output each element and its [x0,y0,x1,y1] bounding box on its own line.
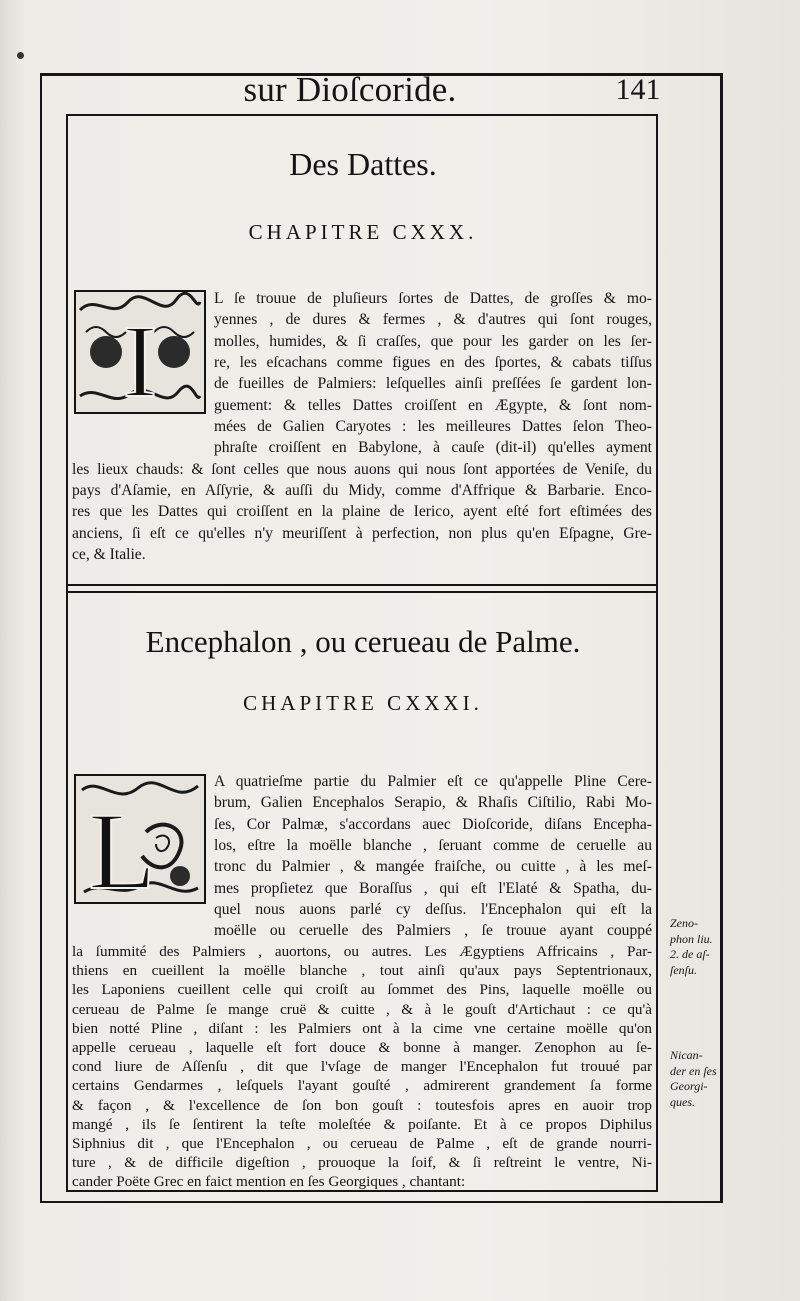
margin-note-line: der en ſes [670,1063,717,1078]
paragraph-line: tronc du Palmier , & mangée fraiſche, ou cuitte , à les meſ- [214,858,652,875]
outer-frame-bottom [40,1201,723,1203]
running-header: sur Dioſcoride. [243,70,457,109]
paragraph-line: A quatrieſme partie du Palmier eſt ce qu'appelle Pline Cere- [214,773,652,790]
margin-note-line: Zeno- [670,916,698,930]
paragraph-line: yennes , de dures & fermes , & d'autres qui ſont rouges, [214,311,652,328]
paragraph-line: la ſummité des Palmiers , auortons, ou autres. Les Ægyptiens Affricains , Par- [72,943,652,960]
margin-note-line: ſenſu. [670,962,697,977]
paragraph-line: mées de Galien Caryotes : les meilleures Dattes ſelon Theo- [214,418,652,435]
paragraph-line: los, eſtre la moëlle blanche , ſeruant comme de ceruelle au [214,837,652,854]
paragraph-line: L ſe trouue de pluſieurs ſortes de Dattes, de groſſes & mo- [214,290,652,307]
decorated-initial-i [74,290,206,414]
paragraph-line: les lieux chauds: & ſont celles que nous auons qui nous ſont apportées de Veniſe, du [72,461,652,478]
paragraph-line: mes propſietez que Boraſſus , qui eſt l'Elaté & Spatha, du- [214,880,652,897]
paragraph-line: appelle cerueau , laquelle eſt fort douce & bonne à manger. Zenophon au ſe- [72,1039,652,1056]
ink-speck [17,52,24,59]
section-title: Des Dattes. [289,146,437,182]
section-title: Encephalon , ou cerueau de Palme. [145,624,581,659]
paragraph-line: cond liure de Aſſenſu , dit que l'vſage de manger l'Encephalon fut trouué par [72,1058,652,1076]
chapter-heading: CHAPITRE CXXXI. [243,691,483,715]
paragraph-line: ce, & Italie. [72,546,146,563]
page-number: 141 [615,73,661,106]
paragraph-line: de fueilles de Palmiers: leſquelles ainſi preſſées ſe gardent lon- [214,375,652,392]
paragraph-line: mangé , ils ſe ſentirent la teſte moleſtée & poiſante. Et à ce propos Diphilus [72,1115,652,1133]
decorated-initial-l-graphic [76,776,204,902]
paragraph-line: res que les Dattes qui croiſſent en la plaine de Ierico, ayent eſté fort eſtimées des [72,503,652,520]
paragraph-line: quel nous auons parlé cy deſſus. l'Encephalon qui eſt la [214,901,652,918]
drop-cap-letter: L [88,790,156,902]
outer-frame-right [720,73,723,1203]
margin-note-line: phon liu. [670,931,713,946]
paragraph-line: bien notté Pline , diſant : les Palmiers ont à la cime vne certaine moëlle qu'on [72,1019,652,1037]
outer-frame-left [40,73,42,1203]
paragraph-line: ſes, Cor Palmæ, s'accordans auec Dioſcoride, diſans Encepha- [214,816,652,833]
paragraph-line: guement: & telles Dattes croiſſent en Ægypte, & ſont nom- [214,397,652,414]
paragraph-line: phraſte croiſſent en Babylone, à cauſe (dit-il) qu'elles ayment [214,439,652,456]
paragraph-line: brum, Galien Encephalos Serapio, & Rhaſis Ciſtilio, Rabi Mo- [214,794,652,811]
paragraph-line: re, les eſcachans comme figues en des ſportes, & cabats tiſſus [214,354,652,371]
paragraph-line: anciens, ſi eſt ce qu'elles n'y meuriſſent à perfection, non plus qu'en Eſpagne, Gre- [72,525,652,542]
paragraph-line: moëlle ou ceruelle des Palmiers , ſe trouue ayant couppé [214,922,652,939]
text-frame-left [66,114,68,1192]
paragraph-line: certains Gendarmes , leſquels l'ayant gouſté , admirerent grandement ſa forme [72,1077,652,1095]
decorated-initial-i-graphic [76,292,204,412]
paragraph-line: les Laponiens cueillent celle qui croiſt au ſommet des Pins, laquelle moëlle ou [72,981,652,999]
paragraph-line: pays d'Aſamie, en Aſſyrie, & auſſi du Midy, comme d'Affrique & Barbarie. Enco- [72,482,652,499]
chapter-heading: CHAPITRE CXXX. [248,220,478,244]
section-divider [66,591,658,593]
text-frame-right [656,114,658,1192]
paragraph-line: cerueau de Palme ſe mange cruë & cuitte , & à le gouſt d'Artichaut : ce qu'à [72,1000,652,1018]
decorated-initial-l [74,774,206,904]
margin-note-line: 2. de aſ- [670,947,710,961]
paragraph-line: & façon , & l'excellence de ſon bon gouſt : toutesfois apres en auoir trop [72,1096,652,1114]
margin-note-line: Georgi- [670,1079,708,1093]
margin-note-line: Nican- [670,1048,703,1062]
paragraph-line: molles, humides, & ſi craſſes, que pour les garder on les ſer- [214,333,652,350]
margin-note [670,1048,718,1110]
drop-cap-letter: I [122,304,158,412]
margin-note-line: ques. [670,1094,695,1109]
paragraph-line: Siphnius dit , que l'Encephalon , ou cerueau de Palme , eſt de grande nourri- [72,1135,652,1152]
section-divider [66,584,658,586]
margin-note [670,916,716,978]
paragraph-line: cander Poëte Grec en faict mention en ſes Georgiques , chantant: [72,1173,466,1191]
paragraph-line: thiens en cueillent la moëlle blanche , tout ainſi qu'aux pays Septentrionaux, [72,962,652,980]
text-frame-top [66,114,658,116]
paragraph-line: ture , & de difficile digeſtion , prouoque la ſoif, & ſi reſtreint le ventre, Ni- [72,1154,652,1172]
